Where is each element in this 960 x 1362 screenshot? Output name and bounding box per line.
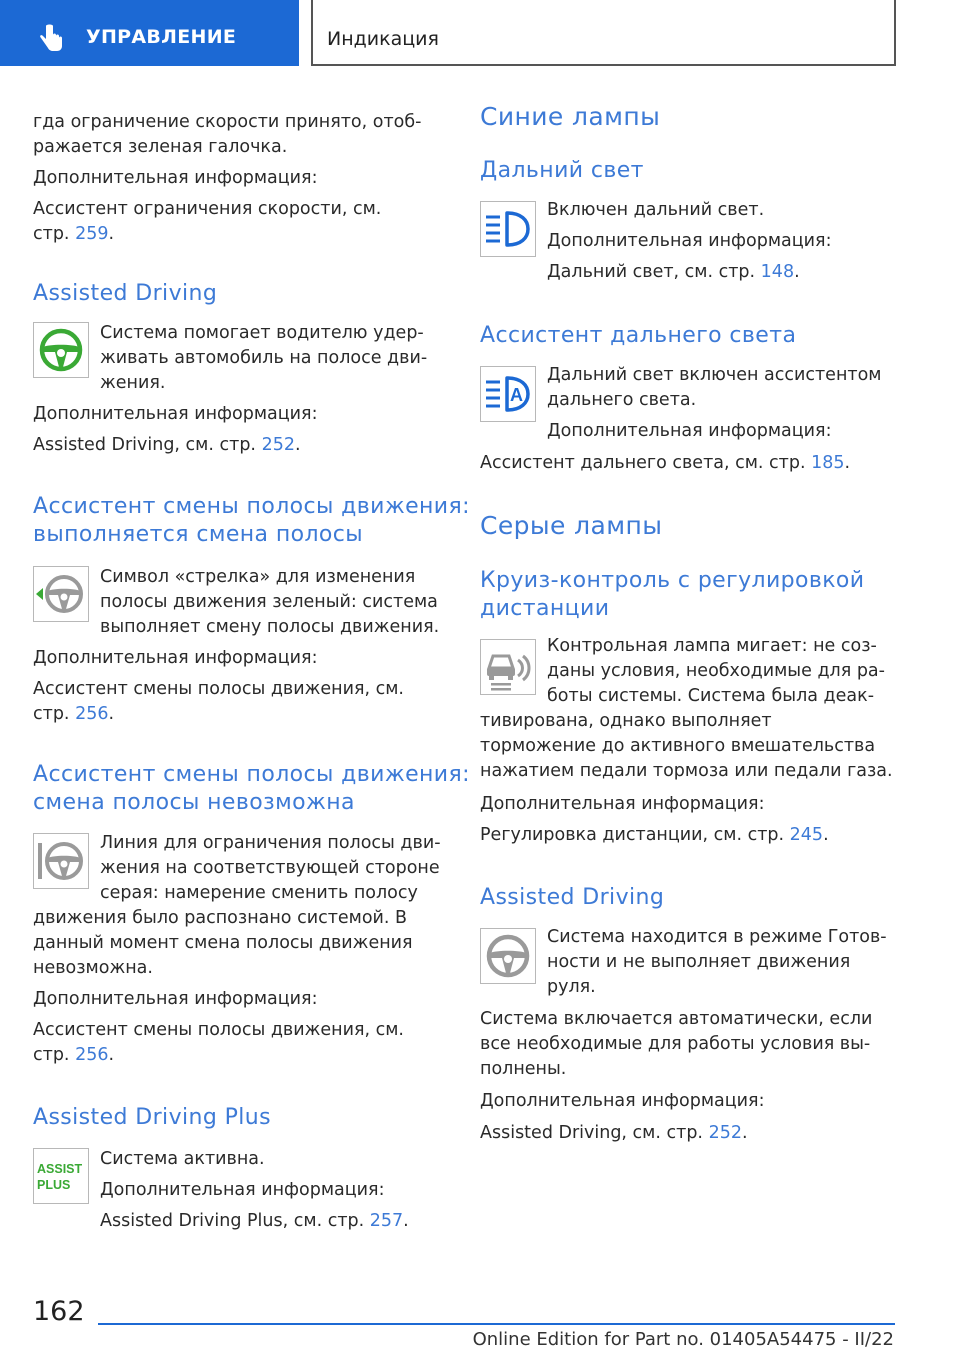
- description-line: Система находится в режиме Готов-: [547, 927, 887, 947]
- steering-wheel-grey-icon-box: [480, 928, 536, 984]
- description-line: даны условия, необходимые для ра-: [547, 661, 885, 681]
- high-beam-icon-box: [480, 201, 536, 257]
- assist-plus-icon: [34, 1149, 88, 1203]
- description-line: Система включается автоматически, если: [480, 1009, 873, 1029]
- reference-line: стр. 256.: [33, 1045, 115, 1065]
- page-link[interactable]: 252: [708, 1123, 742, 1143]
- description-line: невозможна.: [33, 958, 153, 978]
- reference-text: Ассистент смены полосы движения, см.: [33, 679, 404, 699]
- reference-line: Assisted Driving, см. стр. 252.: [33, 435, 301, 455]
- steering-wheel-green-icon-box: [33, 322, 89, 378]
- high-beam-assist-icon-box: [480, 366, 536, 422]
- reference-line: Assisted Driving Plus, см. стр. 257.: [100, 1211, 409, 1231]
- section-heading-lane-change: Ассистент смены полосы движения:: [33, 494, 470, 519]
- description-line: движения было распознано системой. В: [33, 908, 408, 928]
- page-link[interactable]: 256: [75, 704, 109, 724]
- lane-blocked-icon-box: [33, 833, 89, 889]
- more-info-label: Дополнительная информация:: [480, 794, 765, 814]
- reference-line: Регулировка дистанции, см. стр. 245.: [480, 825, 829, 845]
- page-link[interactable]: 252: [261, 435, 295, 455]
- svg-text:PLUS: PLUS: [37, 1178, 71, 1192]
- section-heading-assisted-driving: Assisted Driving: [33, 281, 218, 306]
- description-line: серая: намерение сменить полосу: [100, 883, 418, 903]
- svg-text:A: A: [510, 385, 523, 405]
- description-line: все необходимые для работы условия вы-: [480, 1034, 871, 1054]
- page-link[interactable]: 185: [811, 453, 845, 473]
- footer-edition: Online Edition for Part no. 01405A54475 - II/22: [472, 1329, 894, 1350]
- reference-line: стр. 259.: [33, 224, 115, 244]
- high-beam-assist-icon: [481, 367, 535, 421]
- description-line: ности и не выполняет движения: [547, 952, 851, 972]
- page-link[interactable]: 148: [760, 262, 795, 282]
- lane-change-arrow-icon: [34, 567, 88, 621]
- page-number: 162: [33, 1296, 85, 1327]
- group-heading-blue-lamps: Синие лампы: [480, 102, 661, 131]
- section-heading-cruise-control: дистанции: [480, 596, 610, 621]
- more-info-label: Дополнительная информация:: [33, 989, 318, 1009]
- reference-line: Ассистент дальнего света, см. стр. 185.: [480, 453, 851, 473]
- description-line: Система помогает водителю удер-: [100, 323, 424, 343]
- page-link[interactable]: 245: [789, 825, 824, 845]
- page-link[interactable]: 259: [75, 224, 109, 244]
- section-heading-lane-change: выполняется смена полосы: [33, 522, 364, 547]
- reference-line: стр. 256.: [33, 704, 115, 724]
- footer-divider: [98, 1323, 895, 1325]
- description-line: нажатием педали тормоза или педали газа.: [480, 761, 893, 781]
- svg-text:ASSIST: ASSIST: [37, 1162, 83, 1176]
- hand-pointer-icon: [38, 24, 64, 52]
- reference-line: Дальний свет, см. стр. 148.: [547, 262, 800, 282]
- reference-text: Ассистент ограничения скорости, см.: [33, 199, 382, 219]
- page-link[interactable]: 256: [75, 1045, 109, 1065]
- description-line: Система активна.: [100, 1149, 265, 1169]
- description-line: боты системы. Система была деак-: [547, 686, 875, 706]
- section-heading-lane-blocked: смена полосы невозможна: [33, 790, 355, 815]
- description-line: жения на соответствующей стороне: [100, 858, 440, 878]
- lane-blocked-icon: [34, 834, 88, 888]
- description-line: Символ «стрелка» для изменения: [100, 567, 416, 587]
- page-link[interactable]: 257: [369, 1211, 404, 1231]
- description-line: живать автомобиль на полосе дви-: [100, 348, 428, 368]
- cruise-control-icon-box: [480, 639, 536, 695]
- more-info-label: Дополнительная информация:: [33, 404, 318, 424]
- assist-plus-icon-box: [33, 1148, 89, 1204]
- more-info-label: Дополнительная информация:: [33, 168, 318, 188]
- chapter-header: [311, 0, 896, 66]
- section-heading-assisted-driving-standby: Assisted Driving: [480, 885, 665, 910]
- section-heading-high-beam: Дальний свет: [480, 158, 644, 183]
- description-line: торможение до активного вмешательства: [480, 736, 876, 756]
- lane-change-icon-box: [33, 566, 89, 622]
- description-line: полосы движения зеленый: система: [100, 592, 438, 612]
- section-heading-lane-blocked: Ассистент смены полосы движения:: [33, 762, 470, 787]
- more-info-label: Дополнительная информация:: [547, 231, 832, 251]
- description-line: дальнего света.: [547, 390, 697, 410]
- description-line: Контрольная лампа мигает: не соз-: [547, 636, 877, 656]
- description-line: Включен дальний свет.: [547, 200, 765, 220]
- description-line: жения.: [100, 373, 166, 393]
- steering-wheel-grey-icon: [481, 929, 535, 983]
- more-info-label: Дополнительная информация:: [480, 1091, 765, 1111]
- more-info-label: Дополнительная информация:: [547, 421, 832, 441]
- more-info-label: Дополнительная информация:: [33, 648, 318, 668]
- section-tab[interactable]: [0, 0, 299, 66]
- description-line: выполняет смену полосы движения.: [100, 617, 440, 637]
- cruise-distance-icon: [481, 640, 535, 694]
- group-heading-grey-lamps: Серые лампы: [480, 511, 663, 540]
- intro-line: гда ограничение скорости принято, отоб-: [33, 112, 422, 132]
- description-line: данный момент смена полосы движения: [33, 933, 413, 953]
- steering-wheel-green-icon: [34, 323, 88, 377]
- high-beam-icon: [481, 202, 535, 256]
- description-line: полнены.: [480, 1059, 567, 1079]
- section-heading-high-beam-assist: Ассистент дальнего света: [480, 323, 797, 348]
- intro-line: ражается зеленая галочка.: [33, 137, 288, 157]
- section-heading-cruise-control: Круиз-контроль с регулировкой: [480, 568, 865, 593]
- more-info-label: Дополнительная информация:: [100, 1180, 385, 1200]
- section-label: УПРАВЛЕНИЕ: [86, 26, 237, 48]
- chapter-label: Индикация: [327, 28, 439, 50]
- description-line: Линия для ограничения полосы дви-: [100, 833, 441, 853]
- description-line: Дальний свет включен ассистентом: [547, 365, 882, 385]
- description-line: тивирована, однако выполняет: [480, 711, 772, 731]
- section-heading-assisted-driving-plus: Assisted Driving Plus: [33, 1105, 271, 1130]
- description-line: руля.: [547, 977, 596, 997]
- reference-text: Ассистент смены полосы движения, см.: [33, 1020, 404, 1040]
- reference-line: Assisted Driving, см. стр. 252.: [480, 1123, 748, 1143]
